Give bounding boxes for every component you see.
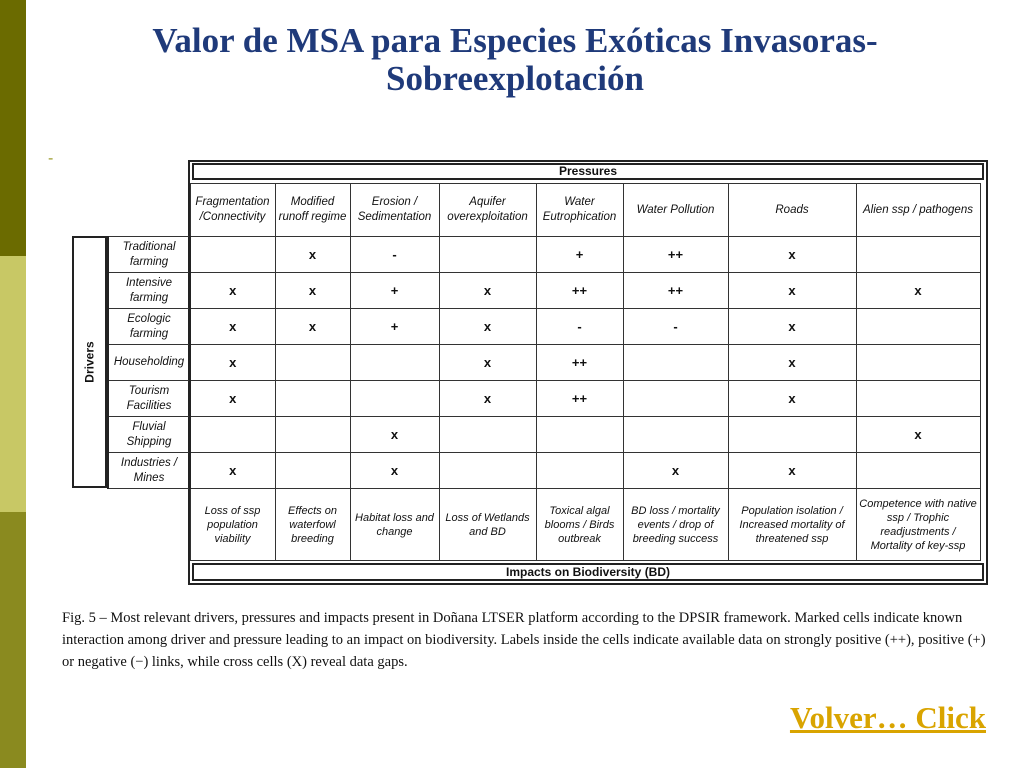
interaction-cell: x (275, 273, 350, 309)
interaction-cell: x (439, 345, 536, 381)
pressure-header-cell: Modified runoff regime (275, 184, 350, 237)
driver-label-cell: Householding (108, 345, 190, 381)
interaction-cell (275, 417, 350, 453)
impact-cell: Population isolation / Increased mortality of threatened ssp (728, 489, 856, 561)
pressure-header-cell: Alien ssp / pathogens (856, 184, 980, 237)
interaction-cell: x (856, 417, 980, 453)
interaction-cell: ++ (623, 273, 728, 309)
pressure-header-cell: Fragmentation /Connectivity (190, 184, 275, 237)
interaction-cell: ++ (536, 345, 623, 381)
interaction-cell: x (623, 453, 728, 489)
bullet-marker: - (48, 150, 54, 167)
pressure-header-cell: Aquifer overexploitation (439, 184, 536, 237)
interaction-cell (623, 417, 728, 453)
interaction-cell (439, 453, 536, 489)
interaction-cell: x (728, 237, 856, 273)
impacts-corner (108, 489, 190, 561)
drivers-header (72, 236, 107, 488)
driver-row (108, 345, 980, 381)
interaction-cell (856, 309, 980, 345)
pressures-row (108, 184, 980, 237)
driver-label-cell: Traditional farming (108, 237, 190, 273)
interaction-cell: + (536, 237, 623, 273)
impacts-header: Impacts on Biodiversity (BD) (192, 563, 984, 581)
interaction-cell (536, 417, 623, 453)
interaction-cell: x (275, 237, 350, 273)
interaction-cell: - (350, 237, 439, 273)
interaction-cell (439, 417, 536, 453)
driver-row (108, 381, 980, 417)
interaction-cell: - (536, 309, 623, 345)
impacts-row (108, 489, 980, 561)
driver-row (108, 273, 980, 309)
interaction-cell: x (439, 273, 536, 309)
driver-label-cell: Industries / Mines (108, 453, 190, 489)
dpsir-figure (70, 160, 988, 585)
table-corner (108, 184, 190, 237)
impact-cell: Toxical algal blooms / Birds outbreak (536, 489, 623, 561)
interaction-cell (623, 381, 728, 417)
interaction-cell: x (350, 453, 439, 489)
interaction-cell: x (728, 345, 856, 381)
driver-label-cell: Tourism Facilities (108, 381, 190, 417)
interaction-cell: ++ (536, 381, 623, 417)
interaction-cell (536, 453, 623, 489)
driver-row (108, 453, 980, 489)
interaction-cell: x (439, 381, 536, 417)
pressure-header-cell: Water Eutrophication (536, 184, 623, 237)
driver-label-cell: Ecologic farming (108, 309, 190, 345)
sidebar-stripe-middle (0, 256, 26, 512)
interaction-cell: x (728, 309, 856, 345)
driver-row (108, 237, 980, 273)
impact-cell: Loss of ssp population viability (190, 489, 275, 561)
figure-caption: Fig. 5 – Most relevant drivers, pressures and impacts present in Doñana LTSER platform according to the DPSIR framework. Marked cells indicate known interaction among driver and pressure leading to an impact on biodiversity. Labels inside the cells indicate available data on strongly positive (++), positive (+) or negative (−) links, while cross cells (X) reveal data gaps. (62, 610, 986, 670)
pressure-header-cell: Roads (728, 184, 856, 237)
interaction-cell: x (190, 381, 275, 417)
interaction-cell: x (190, 453, 275, 489)
interaction-cell: x (350, 417, 439, 453)
volver-link[interactable]: Volver… Click (789, 700, 986, 735)
impact-cell: Loss of Wetlands and BD (439, 489, 536, 561)
interaction-cell: x (856, 273, 980, 309)
interaction-cell (728, 417, 856, 453)
interaction-cell (856, 237, 980, 273)
interaction-cell: ++ (536, 273, 623, 309)
interaction-cell: ++ (623, 237, 728, 273)
impact-cell: BD loss / mortality events / drop of breeding success (623, 489, 728, 561)
interaction-cell: x (728, 273, 856, 309)
dpsir-table (107, 183, 981, 561)
interaction-cell (275, 381, 350, 417)
interaction-cell: - (623, 309, 728, 345)
interaction-cell (439, 237, 536, 273)
interaction-cell: x (728, 381, 856, 417)
interaction-cell: x (190, 345, 275, 381)
driver-row (108, 417, 980, 453)
driver-row (108, 309, 980, 345)
pressure-header-cell: Water Pollution (623, 184, 728, 237)
interaction-cell (350, 345, 439, 381)
interaction-cell (190, 237, 275, 273)
interaction-cell: x (190, 273, 275, 309)
sidebar-stripe-top (0, 0, 26, 256)
impact-cell: Competence with native ssp / Trophic readjustments / Mortality of key-ssp (856, 489, 980, 561)
interaction-cell: + (350, 309, 439, 345)
interaction-cell: x (439, 309, 536, 345)
interaction-cell: + (350, 273, 439, 309)
interaction-cell: x (728, 453, 856, 489)
interaction-cell (856, 381, 980, 417)
interaction-cell (190, 417, 275, 453)
impact-cell: Habitat loss and change (350, 489, 439, 561)
interaction-cell (275, 345, 350, 381)
slide-title: Valor de MSA para Especies Exóticas Invasoras-Sobreexplotación (152, 21, 878, 98)
interaction-cell (350, 381, 439, 417)
drivers-header-text: Drivers (82, 341, 97, 383)
sidebar-stripe-bottom (0, 512, 26, 768)
interaction-cell (275, 453, 350, 489)
driver-label-cell: Intensive farming (108, 273, 190, 309)
pressures-header: Pressures (192, 163, 984, 180)
interaction-cell (856, 345, 980, 381)
impact-cell: Effects on waterfowl breeding (275, 489, 350, 561)
interaction-cell (856, 453, 980, 489)
pressure-header-cell: Erosion / Sedimentation (350, 184, 439, 237)
interaction-cell: x (275, 309, 350, 345)
driver-label-cell: Fluvial Shipping (108, 417, 190, 453)
interaction-cell (623, 345, 728, 381)
interaction-cell: x (190, 309, 275, 345)
